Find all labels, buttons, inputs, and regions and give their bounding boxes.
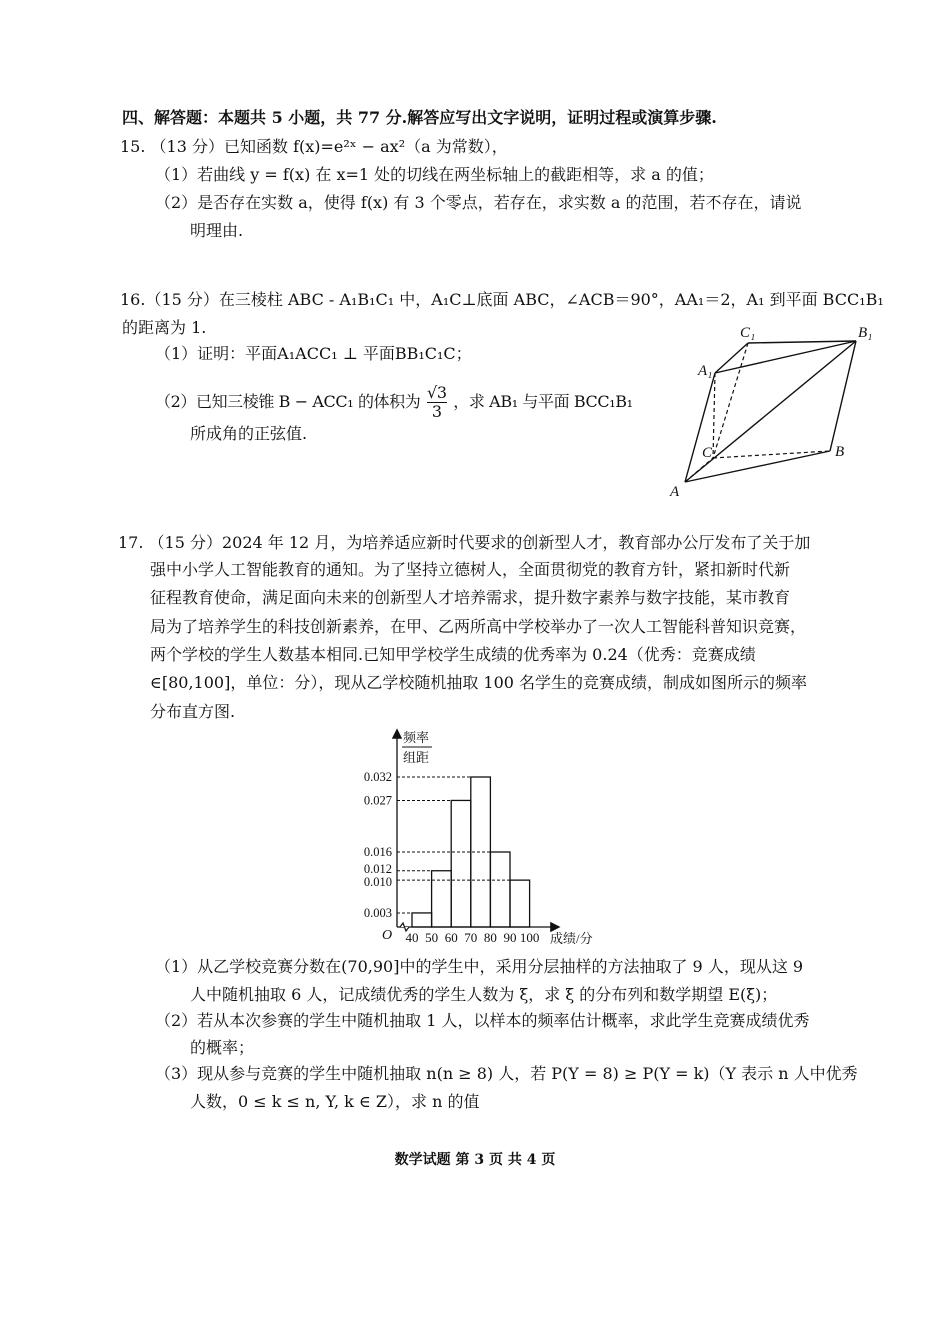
histogram-bar [490,852,510,927]
prism-figure [660,315,890,505]
y-tick-label: 0.010 [363,874,392,889]
q15-part2: （2）是否存在实数 a，使得 f(x) 有 3 个零点，若存在，求实数 a 的范围，若不存在，请说 [155,193,802,212]
y-tick-label: 0.016 [363,845,392,859]
q15-part1: （1）若曲线 y = f(x) 在 x=1 处的切线在两坐标轴上的截距相等，求 a 的值； [155,165,714,184]
edge-c1c [713,343,748,458]
fraction-denominator: 3 [431,402,442,421]
q17-part-line: （1）从乙学校竞赛分数在(70,90]中的学生中，采用分层抽样的方法抽取了 9 人，现从这 9 [155,957,804,976]
fraction-numerator: √3 [427,383,447,402]
q16-stem-cont: 的距离为 1. [122,318,207,337]
page-footer: 数学试题 第 3 页 共 4 页 [394,1152,556,1168]
q17-part-line: 人中随机抽取 6 人，记成绩优秀的学生人数为 ξ，求 ξ 的分布列和数学期望 E(ξ)； [190,985,778,1004]
frequency-histogram [340,725,620,950]
q16-part2-post: ，求 AB₁ 与平面 BCC₁B₁ [453,392,633,411]
edge-a1c [713,373,715,458]
q15-part2-cont: 明理由. [190,221,244,240]
x-tick-label: 50 [425,930,439,945]
q17-part-line: （3）现从参与竞赛的学生中随机抽取 n(n ≥ 8) 人，若 P(Y = 8) ≥ P(Y = k)（Y 表示 n 人中优秀 [155,1064,858,1083]
edge-a1b1 [715,341,856,373]
y-tick-label: 0.032 [363,770,392,784]
edge-a1a [685,373,715,482]
histogram-bar [412,913,432,927]
label-a1: A₁ [698,363,713,379]
x-tick-label: 80 [483,930,497,945]
label-a: A [670,484,680,500]
q16-part2-cont: 所成角的正弦值. [190,424,308,443]
q16-part2 [155,384,633,421]
x-tick-label: 60 [444,930,458,945]
x-tick-label: 100 [519,930,540,945]
x-tick-label: 40 [405,930,419,945]
q17-line: ∈[80,100]，单位：分），现从乙学校随机抽取 100 名学生的竞赛成绩，制成如图所示的频率 [150,673,808,692]
edge-c1b1 [748,341,856,343]
q17-part-line: （2）若从本次参赛的学生中随机抽取 1 人，以样本的频率估计概率，求此学生竞赛成绩优秀 [155,1011,810,1030]
q17-line: 两个学校的学生人数基本相同.已知甲学校学生成绩的优秀率为 0.24（优秀：竞赛成绩 [150,645,756,664]
histogram-bar [451,800,471,927]
histogram-bar [510,880,530,927]
fraction [427,384,447,421]
x-axis-label: 成绩/分 [550,931,593,946]
y-tick-label: 0.012 [363,861,392,876]
section-title: 四、解答题：本题共 5 小题，共 77 分.解答应写出文字说明，证明过程或演算步骤. [122,108,717,127]
histogram-bar [432,871,452,927]
y-tick-label: 0.027 [363,793,392,808]
q17-line: 17. （15 分）2024 年 12 月，为培养适应新时代要求的创新型人才，教育部办公厅发布了关于加 [118,533,811,552]
q15-stem: 15. （13 分）已知函数 f(x)=e²ˣ − ax²（a 为常数）， [120,137,508,156]
origin-label: O [382,928,393,943]
q17-line: 强中小学人工智能教育的通知。为了坚持立德树人，全面贯彻党的教育方针，紧扣新时代新 [150,560,791,579]
label-c1: C₁ [740,325,756,341]
label-c: C [702,445,713,461]
q17-part-line: 人数，0 ≤ k ≤ n, Y, k ∈ Z），求 n 的值 [190,1092,480,1111]
y-label-top: 频率 [403,730,430,745]
q17-line: 征程教育使命，满足面向未来的创新型人才培养需求，提升数字素养与数字技能，某市教育 [150,588,791,607]
label-b1: B₁ [858,325,873,341]
q16-part1: （1）证明：平面A₁ACC₁ ⊥ 平面BB₁C₁C； [155,344,472,363]
q17-line: 分布直方图. [150,702,236,721]
x-tick-label: 90 [503,930,517,945]
x-tick-label: 70 [464,930,478,945]
q17-line: 局为了培养学生的科技创新素养，在甲、乙两所高中学校举办了一次人工智能科普知识竞赛， [150,617,807,636]
label-b: B [835,444,845,460]
y-tick-label: 0.003 [363,905,392,920]
edge-b1b [830,341,856,451]
q16-part2-pre: （2）已知三棱锥 B − ACC₁ 的体积为 [155,392,421,411]
y-label-bottom: 组距 [403,750,430,765]
q17-part-line: 的概率； [190,1038,255,1057]
q16-stem: 16.（15 分）在三棱柱 ABC - A₁B₁C₁ 中，A₁C⊥底面 ABC，∠ACB＝90°，AA₁＝2，A₁ 到平面 BCC₁B₁ [120,290,884,309]
